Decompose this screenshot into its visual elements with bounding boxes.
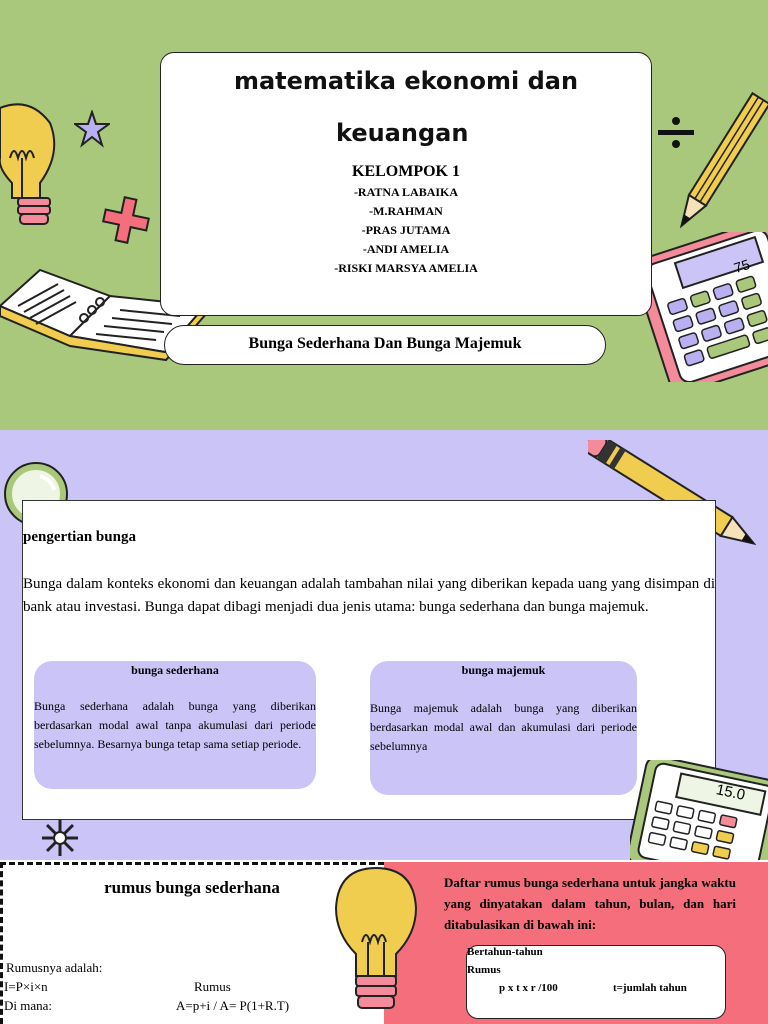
- star-icon: [74, 110, 110, 148]
- plus-icon: [100, 194, 152, 246]
- formula-where: Di mana:: [4, 998, 53, 1013]
- pink-panel: [384, 862, 768, 1024]
- section-heading: rumus bunga sederhana: [104, 878, 280, 897]
- definition-paragraph: Bunga dalam konteks ekonomi dan keuangan adalah tambahan nilai yang diberikan kepada uang yang disimpan di bank atau investasi. Bunga dapat dibagi menjadi dua jenis utama: bunga sederhana dan bunga majemuk.: [23, 576, 715, 615]
- dashed-border: [0, 862, 384, 865]
- group-label: KELOMPOK 1: [352, 163, 460, 180]
- member-name: -M.RAHMAN: [369, 204, 443, 218]
- asterisk-icon: [40, 818, 80, 858]
- formula-card-formula: p x t x r /100: [499, 982, 558, 994]
- compound-interest-body: Bunga majemuk adalah bunga yang diberikan berdasarkan modal awal dan akumulasi dari periode sebelumnya: [370, 701, 637, 753]
- slide-definition: [0, 430, 768, 860]
- simple-interest-box: [34, 661, 316, 789]
- formula-card: [466, 945, 726, 1019]
- subtitle: Bunga Sederhana Dan Bunga Majemuk: [248, 335, 522, 352]
- pencil-icon: [662, 86, 768, 252]
- formula-intro: Rumusnya adalah:: [6, 960, 103, 975]
- formula-text: I=P×i×n: [4, 979, 48, 994]
- simple-interest-body: Bunga sederhana adalah bunga yang diberikan berdasarkan modal awal tanpa akumulasi dari periode sebelumnya. Besarnya bunga tetap sama setiap periode.: [34, 699, 316, 751]
- formula-text-2: A=p+i / A= P(1+R.T): [176, 998, 290, 1013]
- compound-interest-box: [370, 661, 637, 795]
- compound-interest-title: bunga majemuk: [461, 663, 546, 677]
- member-name: -PRAS JUTAMA: [361, 223, 451, 237]
- calculator-illustration: [630, 760, 768, 860]
- page-title: matematika ekonomi dan: [233, 67, 579, 95]
- simple-interest-title: bunga sederhana: [131, 663, 219, 677]
- formula-card-title: Bertahun-tahun: [467, 946, 543, 958]
- formula-label: Rumus: [194, 979, 231, 994]
- member-name: -RATNA LABAIKA: [353, 185, 459, 199]
- formula-card-note: t=jumlah tahun: [613, 982, 687, 994]
- calculator-display: 15.0: [714, 781, 747, 804]
- section-heading: pengertian bunga: [23, 529, 136, 545]
- formula-card-rumus: Rumus: [467, 964, 501, 976]
- formula-list-intro: Daftar rumus bunga sederhana untuk jangka waktu yang dinyatakan dalam tahun, bulan, dan hari ditabulasikan di bawah ini:: [444, 875, 736, 932]
- title-card: [160, 52, 652, 316]
- member-name: -RISKI MARSYA AMELIA: [334, 261, 478, 275]
- page-title-line2: keuangan: [336, 119, 469, 147]
- slide-formula: [0, 862, 768, 1024]
- calculator-display: 75: [731, 255, 752, 277]
- member-name: -ANDI AMELIA: [362, 242, 450, 256]
- lightbulb-icon: [0, 98, 60, 233]
- content-card: [22, 500, 716, 820]
- slide-cover: [0, 0, 768, 430]
- lightbulb-icon: [334, 864, 418, 1024]
- subtitle-pill: [164, 325, 606, 365]
